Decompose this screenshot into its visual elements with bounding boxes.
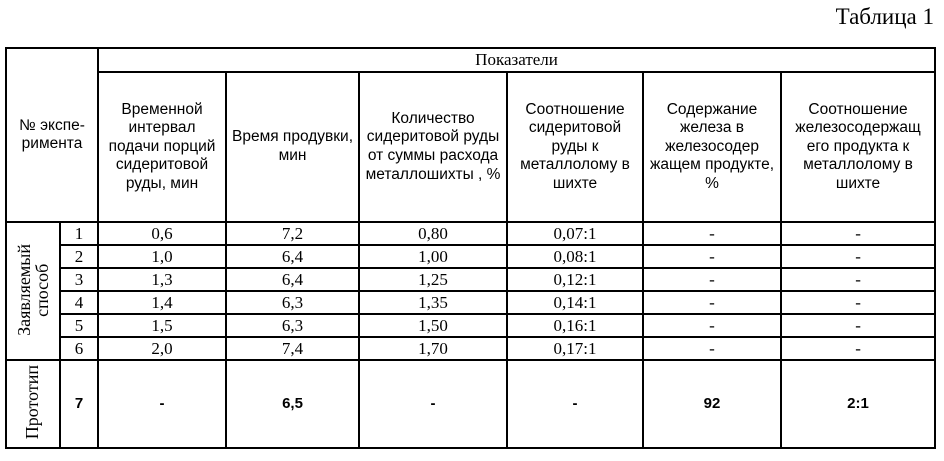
table-cell: 6,3 [226,314,359,337]
group-claimed-method [6,222,60,360]
table-cell: - [781,291,935,314]
table-cell: - [781,245,935,268]
table-cell: 2:1 [781,360,935,448]
table-cell: - [643,337,781,360]
row-number: 4 [60,291,98,314]
table-cell: 92 [643,360,781,448]
row-number: 3 [60,268,98,291]
row-number: 7 [60,360,98,448]
table-cell: 1,5 [98,314,226,337]
table-cell: - [781,268,935,291]
column-header-blowing-time: Время продувки, мин [226,72,359,222]
column-header-iron-content: Содержание железа в железосодер жащем продукте, % [643,72,781,222]
table-cell: - [643,291,781,314]
table-cell: 0,17:1 [507,337,643,360]
table-cell: 0,08:1 [507,245,643,268]
table-cell: 0,80 [359,222,507,245]
table-cell: 6,4 [226,245,359,268]
table-cell: 0,16:1 [507,314,643,337]
table-cell: - [781,222,935,245]
table-cell: 0,6 [98,222,226,245]
column-header-ore-quantity: Количество сидеритовой руды от суммы расхода металлошихты , % [359,72,507,222]
group-claimed-method-label: Заявляемый способ [14,243,52,336]
table-cell: 6,4 [226,268,359,291]
table-cell: - [781,314,935,337]
table-cell: 1,25 [359,268,507,291]
table-row [6,337,935,360]
table-row [6,222,935,245]
prototype-row [6,360,935,448]
table-row [6,268,935,291]
row-number: 6 [60,337,98,360]
table-cell: - [643,245,781,268]
table-cell: - [507,360,643,448]
table-cell: - [643,314,781,337]
row-number: 2 [60,245,98,268]
table-cell: - [781,337,935,360]
row-number: 5 [60,314,98,337]
table-cell: 1,50 [359,314,507,337]
table-cell: - [643,268,781,291]
table-cell: 1,3 [98,268,226,291]
table-cell: 7,4 [226,337,359,360]
column-header-ore-scrap-ratio: Соотношение сидеритовой руды к металлолому в шихте [507,72,643,222]
column-header-product-scrap-ratio: Соотношение железосодержащ его продукта к металлолому в шихте [781,72,935,222]
group-prototype-label: Прототип [22,364,43,439]
group-prototype [6,360,60,448]
table-cell: 1,0 [98,245,226,268]
table-row [6,245,935,268]
table-row [6,291,935,314]
table-row [6,314,935,337]
table-cell: 1,00 [359,245,507,268]
table-cell: 6,3 [226,291,359,314]
experiment-number-header-text: № экспе- римента [19,116,85,152]
table-cell: - [643,222,781,245]
table-cell: 0,07:1 [507,222,643,245]
column-header-feed-interval: Временной интервал подачи порций сидеритовой руды, мин [98,72,226,222]
table-cell: 2,0 [98,337,226,360]
table-cell: 1,35 [359,291,507,314]
table-cell: - [359,360,507,448]
row-number: 1 [60,222,98,245]
data-table [5,47,936,449]
table-cell: 7,2 [226,222,359,245]
table-caption: Таблица 1 [835,4,934,29]
indicators-header: Показатели [98,48,935,72]
table-cell: - [98,360,226,448]
table-cell: 1,70 [359,337,507,360]
table-cell: 6,5 [226,360,359,448]
table-cell: 1,4 [98,291,226,314]
table-cell: 0,12:1 [507,268,643,291]
experiment-number-header [6,48,98,222]
table-cell: 0,14:1 [507,291,643,314]
